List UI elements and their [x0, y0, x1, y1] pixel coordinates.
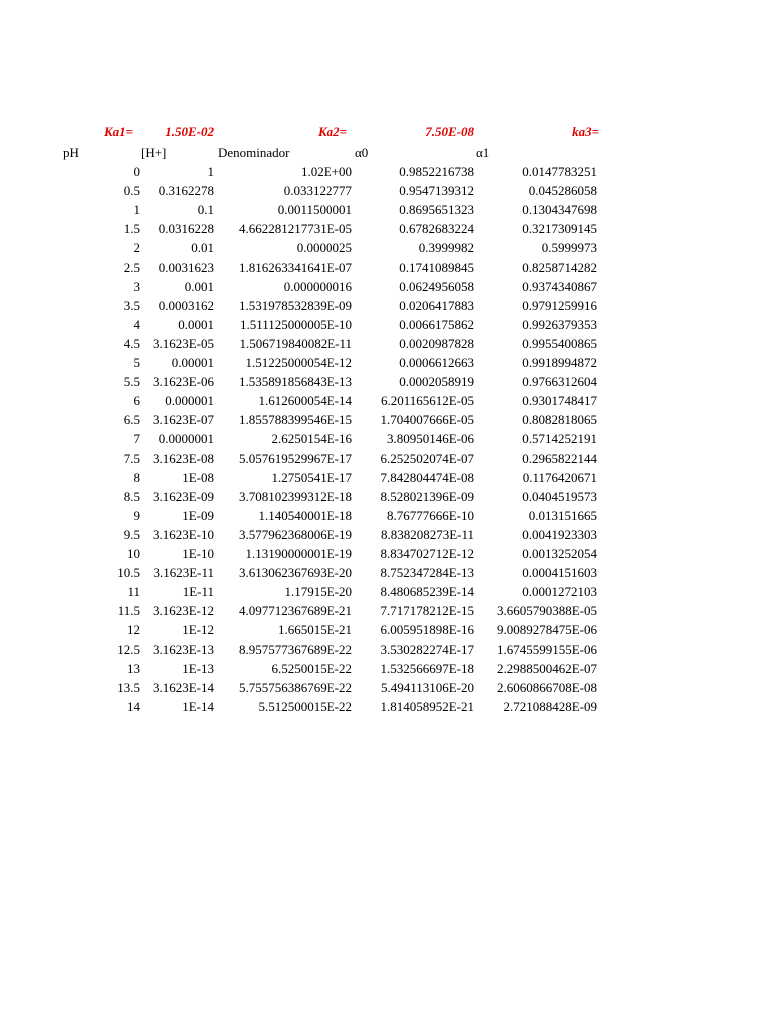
cell-ph: 14 — [127, 699, 140, 714]
ka1-label: Ka1= — [104, 124, 134, 139]
cell-h-plus: 1 — [207, 164, 214, 179]
ka2-label: Ka2= — [318, 124, 348, 139]
cell-alpha0: 0.6782683224 — [399, 221, 474, 236]
cell-alpha1: 2.6060866708E-08 — [496, 680, 597, 695]
cell-h-plus: 3.1623E-11 — [153, 565, 214, 580]
cell-alpha1: 0.045286058 — [528, 183, 597, 198]
cell-alpha1: 0.5714252191 — [522, 431, 597, 446]
cell-h-plus: 3.1623E-10 — [152, 527, 214, 542]
cell-denominador: 6.5250015E-22 — [271, 661, 352, 676]
cell-alpha1: 0.9955400865 — [522, 336, 597, 351]
cell-alpha1: 1.6745599155E-06 — [496, 642, 597, 657]
cell-h-plus: 1E-13 — [182, 661, 214, 676]
cell-alpha0: 0.9547139312 — [399, 183, 474, 198]
cell-ph: 10.5 — [117, 565, 140, 580]
header-alpha0: α0 — [355, 145, 369, 160]
cell-ph: 5 — [133, 355, 140, 370]
cell-alpha1: 0.2965822144 — [522, 451, 597, 466]
cell-h-plus: 3.1623E-08 — [152, 451, 214, 466]
cell-denominador: 3.613062367693E-20 — [238, 565, 352, 580]
cell-h-plus: 0.001 — [184, 279, 214, 294]
cell-alpha0: 8.76777666E-10 — [386, 508, 474, 523]
cell-alpha0: 8.834702712E-12 — [380, 546, 474, 561]
cell-alpha0: 8.480685239E-14 — [380, 584, 474, 599]
cell-alpha1: 0.5999973 — [541, 240, 597, 255]
cell-alpha1: 0.1304347698 — [522, 202, 597, 217]
cell-h-plus: 1E-12 — [182, 622, 214, 637]
cell-ph: 5.5 — [123, 374, 140, 389]
cell-denominador: 1.855788399546E-15 — [238, 412, 352, 427]
cell-denominador: 1.612600054E-14 — [258, 393, 352, 408]
cell-alpha1: 0.9301748417 — [522, 393, 597, 408]
cell-alpha1: 0.0041923303 — [522, 527, 597, 542]
cell-denominador: 1.02E+00 — [300, 164, 352, 179]
cell-ph: 3.5 — [123, 298, 140, 313]
cell-alpha0: 3.530282274E-17 — [380, 642, 474, 657]
cell-denominador: 1.535891856843E-13 — [238, 374, 352, 389]
cell-ph: 7 — [133, 431, 140, 446]
cell-ph: 2 — [133, 240, 140, 255]
cell-h-plus: 0.3162278 — [158, 183, 214, 198]
cell-alpha1: 0.0147783251 — [522, 164, 597, 179]
cell-alpha1: 0.8082818065 — [522, 412, 597, 427]
cell-alpha0: 1.704007666E-05 — [380, 412, 474, 427]
cell-denominador: 5.057619529967E-17 — [238, 451, 352, 466]
cell-denominador: 1.531978532839E-09 — [238, 298, 352, 313]
cell-ph: 13 — [127, 661, 140, 676]
cell-denominador: 0.000000016 — [283, 279, 352, 294]
cell-alpha1: 2.2988500462E-07 — [496, 661, 597, 676]
cell-ph: 6.5 — [123, 412, 140, 427]
cell-h-plus: 3.1623E-14 — [152, 680, 214, 695]
cell-ph: 13.5 — [117, 680, 140, 695]
cell-h-plus: 3.1623E-13 — [152, 642, 214, 657]
cell-ph: 4.5 — [123, 336, 140, 351]
cell-alpha0: 7.842804474E-08 — [380, 470, 474, 485]
cell-ph: 0 — [133, 164, 140, 179]
cell-alpha1: 2.721088428E-09 — [503, 699, 597, 714]
cell-alpha0: 0.0020987828 — [399, 336, 474, 351]
cell-alpha1: 0.0004151603 — [522, 565, 597, 580]
cell-alpha0: 0.0066175862 — [399, 317, 474, 332]
cell-alpha0: 1.532566697E-18 — [380, 661, 474, 676]
cell-ph: 8.5 — [123, 489, 140, 504]
cell-denominador: 8.957577367689E-22 — [238, 642, 352, 657]
cell-alpha1: 0.8258714282 — [522, 260, 597, 275]
cell-denominador: 3.708102399312E-18 — [238, 489, 352, 504]
cell-denominador: 1.140540001E-18 — [258, 508, 352, 523]
cell-alpha0: 7.717178212E-15 — [380, 603, 474, 618]
cell-h-plus: 0.0031623 — [158, 260, 214, 275]
cell-h-plus: 1E-11 — [182, 584, 214, 599]
cell-h-plus: 0.000001 — [165, 393, 214, 408]
cell-alpha1: 9.0089278475E-06 — [496, 622, 597, 637]
cell-alpha0: 0.3999982 — [418, 240, 474, 255]
cell-h-plus: 3.1623E-06 — [152, 374, 214, 389]
cell-denominador: 1.665015E-21 — [277, 622, 352, 637]
cell-ph: 12 — [127, 622, 140, 637]
cell-alpha0: 0.0002058919 — [399, 374, 474, 389]
cell-denominador: 0.0000025 — [296, 240, 352, 255]
cell-ph: 3 — [133, 279, 140, 294]
cell-ph: 10 — [127, 546, 140, 561]
cell-ph: 6 — [133, 393, 140, 408]
cell-alpha0: 8.528021396E-09 — [380, 489, 474, 504]
cell-denominador: 1.511125000005E-10 — [239, 317, 352, 332]
cell-h-plus: 0.0000001 — [158, 431, 214, 446]
cell-ph: 2.5 — [123, 260, 140, 275]
cell-alpha1: 0.1176420671 — [522, 470, 597, 485]
cell-alpha0: 0.1741089845 — [399, 260, 474, 275]
cell-ph: 7.5 — [123, 451, 140, 466]
cell-ph: 8 — [133, 470, 140, 485]
cell-alpha0: 5.494113106E-20 — [380, 680, 474, 695]
cell-ph: 11.5 — [117, 603, 140, 618]
cell-alpha0: 8.752347284E-13 — [380, 565, 474, 580]
cell-h-plus: 0.0003162 — [158, 298, 214, 313]
cell-alpha1: 3.6605790388E-05 — [496, 603, 597, 618]
cell-h-plus: 1E-09 — [182, 508, 214, 523]
cell-denominador: 0.033122777 — [283, 183, 352, 198]
cell-h-plus: 1E-10 — [182, 546, 214, 561]
cell-alpha0: 0.8695651323 — [399, 202, 474, 217]
cell-denominador: 1.506719840082E-11 — [239, 336, 352, 351]
cell-alpha0: 6.005951898E-16 — [380, 622, 474, 637]
cell-alpha0: 6.201165612E-05 — [380, 393, 474, 408]
cell-h-plus: 3.1623E-09 — [152, 489, 214, 504]
cell-alpha1: 0.0404519573 — [522, 489, 597, 504]
cell-h-plus: 3.1623E-12 — [152, 603, 214, 618]
cell-h-plus: 0.1 — [197, 202, 214, 217]
ka2-value: 7.50E-08 — [425, 124, 474, 139]
cell-denominador: 1.51225000054E-12 — [245, 355, 352, 370]
cell-alpha1: 0.0013252054 — [522, 546, 597, 561]
ka1-value: 1.50E-02 — [165, 124, 214, 139]
cell-denominador: 1.17915E-20 — [284, 584, 352, 599]
cell-alpha1: 0.9766312604 — [522, 374, 597, 389]
cell-h-plus: 1E-08 — [182, 470, 214, 485]
cell-denominador: 5.512500015E-22 — [258, 699, 352, 714]
cell-alpha1: 0.9918994872 — [522, 355, 597, 370]
cell-ph: 4 — [133, 317, 140, 332]
header-denominador: Denominador — [218, 145, 290, 160]
cell-alpha0: 8.838208273E-11 — [380, 527, 474, 542]
cell-ph: 9.5 — [123, 527, 140, 542]
cell-denominador: 1.2750541E-17 — [271, 470, 352, 485]
cell-denominador: 1.816263341641E-07 — [238, 260, 352, 275]
cell-denominador: 1.13190000001E-19 — [245, 546, 352, 561]
cell-denominador: 4.097712367689E-21 — [238, 603, 352, 618]
cell-ph: 12.5 — [117, 642, 140, 657]
cell-alpha0: 0.0006612663 — [399, 355, 474, 370]
cell-ph: 11 — [127, 584, 140, 599]
cell-h-plus: 0.01 — [191, 240, 214, 255]
cell-h-plus: 0.0001 — [178, 317, 214, 332]
cell-alpha1: 0.9374340867 — [522, 279, 597, 294]
header-alpha1: α1 — [476, 145, 490, 160]
cell-h-plus: 3.1623E-07 — [152, 412, 214, 427]
cell-ph: 1.5 — [123, 221, 140, 236]
cell-denominador: 2.6250154E-16 — [271, 431, 352, 446]
cell-alpha1: 0.9791259916 — [522, 298, 597, 313]
cell-alpha0: 1.814058952E-21 — [380, 699, 474, 714]
cell-h-plus: 1E-14 — [182, 699, 214, 714]
cell-alpha0: 6.252502074E-07 — [380, 451, 474, 466]
cell-denominador: 3.577962368006E-19 — [238, 527, 352, 542]
cell-alpha0: 0.0624956058 — [399, 279, 474, 294]
cell-denominador: 0.0011500001 — [277, 202, 352, 217]
cell-alpha1: 0.0001272103 — [522, 584, 597, 599]
cell-ph: 9 — [133, 508, 140, 523]
cell-alpha0: 0.9852216738 — [399, 164, 474, 179]
ka3-label: ka3= — [572, 124, 599, 139]
cell-alpha0: 0.0206417883 — [399, 298, 474, 313]
cell-alpha1: 0.013151665 — [528, 508, 597, 523]
header-h-plus: [H+] — [141, 145, 167, 160]
cell-alpha0: 3.80950146E-06 — [386, 431, 474, 446]
cell-ph: 1 — [133, 202, 140, 217]
cell-denominador: 5.755756386769E-22 — [238, 680, 352, 695]
cell-alpha1: 0.3217309145 — [522, 221, 597, 236]
cell-ph: 0.5 — [123, 183, 140, 198]
cell-alpha1: 0.9926379353 — [522, 317, 597, 332]
cell-h-plus: 3.1623E-05 — [152, 336, 214, 351]
cell-h-plus: 0.0316228 — [158, 221, 214, 236]
header-ph: pH — [63, 145, 79, 160]
cell-denominador: 4.662281217731E-05 — [238, 221, 352, 236]
cell-h-plus: 0.00001 — [171, 355, 214, 370]
